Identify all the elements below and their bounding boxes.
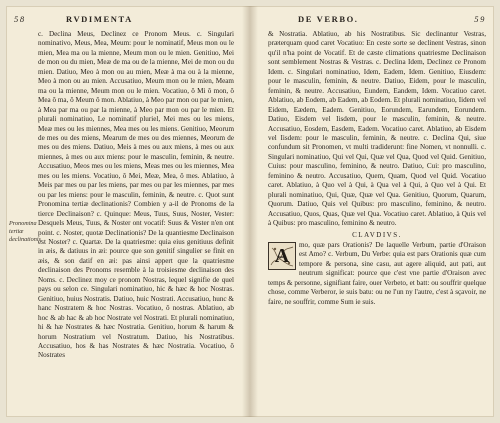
page-number: 58 bbox=[14, 14, 26, 24]
running-head: DE VERBO. bbox=[298, 14, 359, 24]
running-head: RVDIMENTA bbox=[66, 14, 133, 24]
left-page-header bbox=[6, 14, 242, 26]
left-page bbox=[6, 6, 242, 417]
page-number: 59 bbox=[474, 14, 486, 24]
decorated-initial bbox=[268, 242, 296, 270]
book-spread bbox=[6, 6, 494, 417]
body-text: c. Declina Meus, Declinez ce Pronom Meus. c. Singulari nominativo, Meus, Mea, Meum: pour le nominatif, Meus mon ou le mien, Mea ma ou la mienne, Meum mon ou le mien. Genitiuo, Mei de mon ou du mien, Meæ de ma ou de la mienne, Mei de mon ou du mien. Datiuo, Meo à mon ou au mien, Meæ à ma ou à la mienne, Meo à mon ou au mien. Accusatiuo, Meum mon ou le mien, Meam ma ou la mienne, Meum mon ou le mien. Vocatiuo, ô Mi ô mon, ô Mea ô ma, ô Meum ô mon. Ablatiuo, à Meo par mon ou par le mien, à Mea par ma ou par la mienne, à Meo par mon ou par le mien. Et plurali nominatiuo, Le nominatif pluriel, Mei mes ou les miens, Meæ mes ou les miennes, Mea mes ou les miens. Genitiuo, Meorum de mes ou des miens, Mearum de mes ou des miennes, Meorum de mes ou des miens. Datiuo, Meis à mes ou aux miens, à mes ou aux miennes, à mes ou aux miens: pour le masculin, feminin, & neutre. Accusatiuo, Meos mes ou les miens, Meas mes ou les miennes, Mea mes ou les miens. Vocatiuo, ô Mei, Meæ, Mea, ô mes. Ablatiuo, à Meis par mes ou par les miens, par mes ou par les miennes, par mes ou par les miens: pour le masculin, feminin, & neutre. c. Quot sunt Pronomina tertiæ declinationis? Combien y a-il de Pronoms de la tierce Declinaison? c. Quinque: Meus, Tuus, Suus, Noster, Vester: Desquels Meus, Tuus, & Noster ont vocatif: Suus & Vester n'en ont point. c. Noster, quotæ Declinationis? De la quantiesme Declinaison est Noster? c. Quartæ. De la quatriesme: quia eius genitiuus definit in æis, & datiuus in æi: pource que son genitif singulier se finit en æis, & son datif en æi: pas ainsi appert que la quatriesme declinaison des Pronoms resemble à la troisiesme declinaison des Noms. c. Declinez moy ce pronom Nostras, lequel signifie de quel pays ou selon ce. Singulari nominatiuo, hic & hæc & hoc Nostras. Genitiuo, huius Nostratis. Datiuo, huic Nostrati. Accusatiuo, hunc & hanc Nostratem & hoc Nostras. Vocatiuo, ô nostras. Ablatiuo, ab hoc & ab hac & ab hoc Nostrate vel Nostrati. Et plurali nominatiuo, hi & hæ Nostrates & hæc Nostratia. Genitiuo, horum & harum & horum Nostratium vel Nostratum. Datiuo, his Nostratibus. Accusatiuo, hos & has Nostrates & hæc Nostratia. Vocatiuo, ô Nostrates bbox=[38, 30, 234, 360]
section-body-text: mo, quæ pars Orationis? De laquelle Verbum, partie d'Oraison est Amo? c. Verbum, Du Verbe: quia est pars Orationis quæ cum tempore & persona, sine casu, aut agere aliquid, aut pati, aut neutrum significat: pource que c'est vne partie d'Oraison avec temps & personne, signifiant faire, ouer Verbeto, et batt: ou souffrir quelque chose, comme Verberor, ie suis batu: ou ne l'un ny l'autre, c'est à sçavoir, ne faire, ne souffrir, comme Sum ie suis. bbox=[268, 240, 486, 306]
dropcap-letter: A bbox=[274, 244, 290, 267]
left-page-body bbox=[38, 30, 234, 413]
body-text: & Nostratia. Ablatiuo, ab his Nostratibus. Sic declinantur Vestras, præterquam quod caret Vocatiuo: En ceste sorte se declinent Vestras, sinon qu'il n'ha point de Vocatif. Et de cæste climations quatriesme Declinaison sont semblement Nostras & Vestras. c. Declina Idem, Declinez ce Pronom Idem. c. Singulari nominatiuo, Idem, Eadem, Idem. Genitiuo, Eiusdem: pour le masculin, feminin, & neutre. Datiuo, Eidem, pour le masculin, feminin, & neutre. Accusatiuo, Eundem, Eandem, Idem. Vocatiuo caret. Ablatiuo, ab Eodem, ab Eadem, ab Eodem. Et plurali nominatiuo, Iidem vel Eidem, Eædem, Eadem. Genitiuo, Eorundem, Earundem, Eorundem. Datiuo, Eisdem vel Iisdem, pour le masculin, feminin, & neutre. Accusatiuo, Eosdem, Easdem, Eadem. Vocatiuo caret. Ablatiuo, ab Eisdem vel Iisdem: pour le masculin, feminin, & neutre. c. Declina Qui, siue confundum sit Pronomen, vt multi tradiderunt: fine Nomen, vt nonnulli. c. Singulari nominatiuo, Qui vel Qui, Quæ vel Qua, Quod vel Quid. Genitiuo, Cuius: pour masculino, feminino, & neutro. Datiuo, Cui: pro masculino, feminino & neutro. Accusatiuo, Quem, Quam, Quod vel Quid. Vocatiuo caret. Ablatiuo, à Quo vel à Qui, à Qua vel à Qui, à Quo vel à Qui. Et plurali nominatiuo, Qui, Quæ, Quæ vel Qua. Genitiuo, Quorum, Quarum, Quorum. Datiuo, Quis vel Quibus: pro masculino, feminino, & neutro. Accusatiuo, Quos, Quas, Quæ vel Qua. Vocatiuo caret. Ablatiuo, à Quis vel à Quibus: pro masculino, feminino & neutro. bbox=[268, 30, 486, 228]
right-page bbox=[258, 6, 494, 417]
right-page-header bbox=[258, 14, 494, 26]
right-page-body bbox=[268, 30, 486, 413]
section-heading: CLAVDIVS. bbox=[352, 230, 402, 239]
book-gutter bbox=[242, 6, 258, 417]
margin-note: Pronomina tertiæ declinationis. bbox=[9, 220, 43, 243]
